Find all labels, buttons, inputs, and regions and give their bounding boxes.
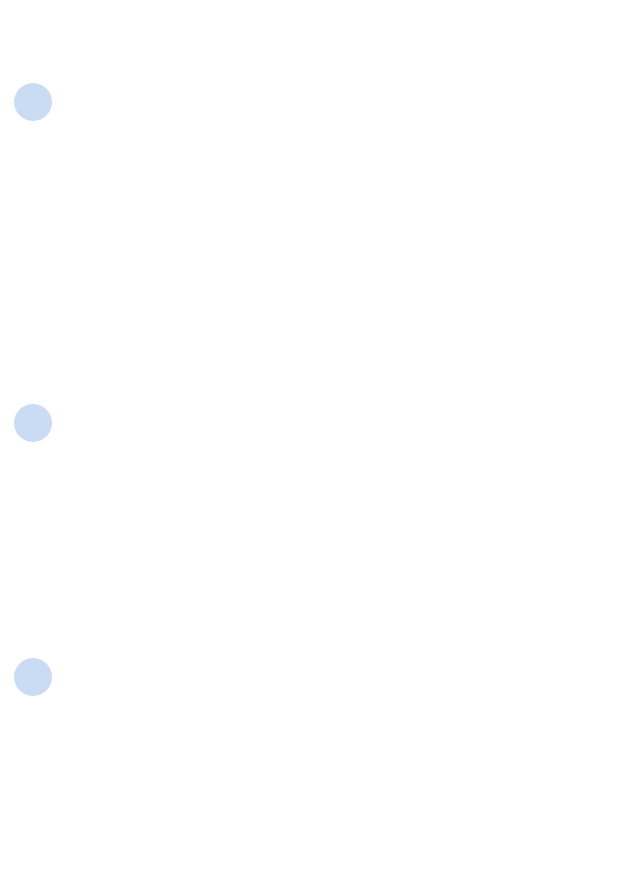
legend-letters-row [37,361,559,388]
task-1-badge [14,83,52,121]
answer-strip-word-3 [178,738,418,771]
task-2-badge [14,404,52,442]
legend-numbers-row [37,334,559,361]
code-line [57,588,63,604]
legend-table [37,334,559,388]
answer-strip-word-2 [37,615,559,647]
answer-strip-word-1 [37,289,559,322]
task-3-badge [14,658,52,696]
